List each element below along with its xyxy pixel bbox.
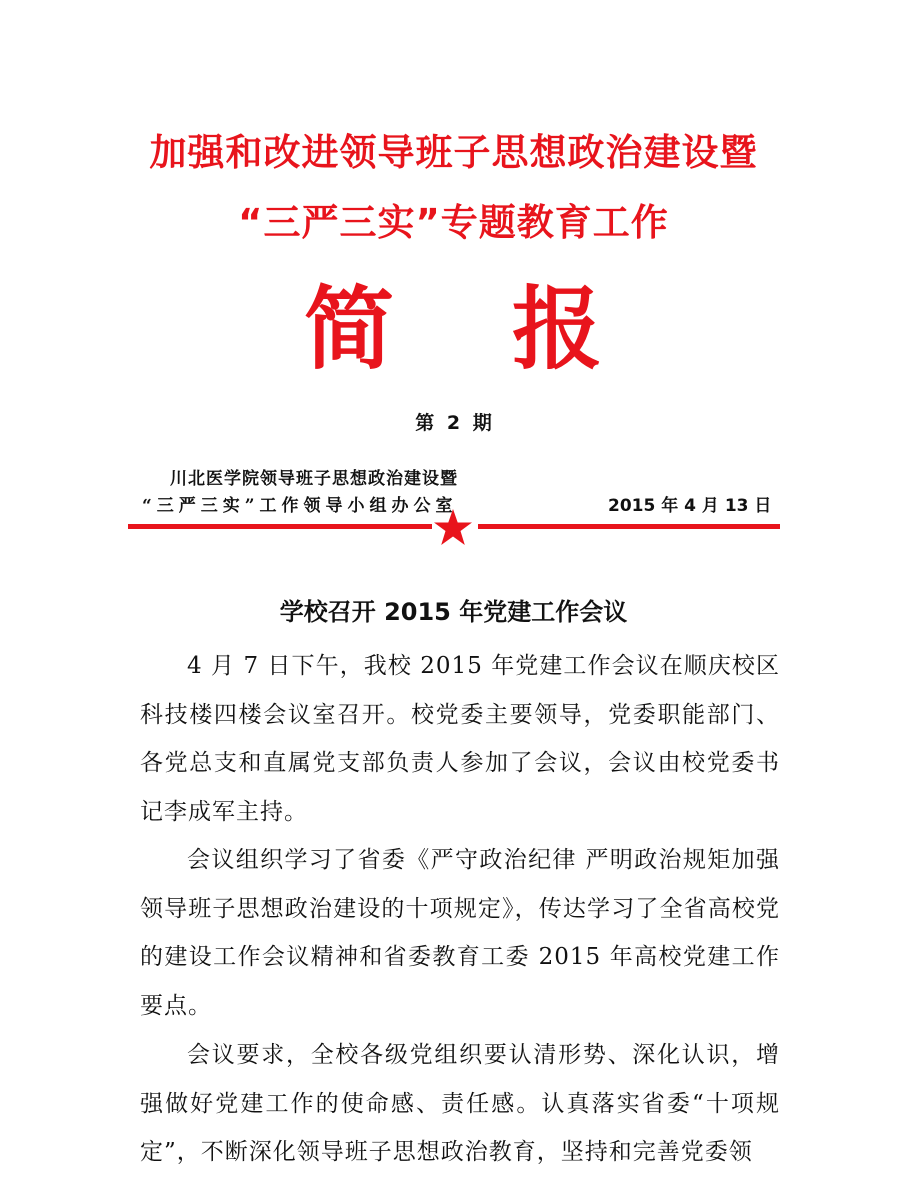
issue-date: 2015 年 4 月 13 日 [608,496,772,516]
issue-number: 第 2 期 [415,412,492,434]
brief-heading-char-1: 简 [304,276,394,382]
article-paragraph: 会议组织学习了省委《严守政治纪律 严明政治规矩加强领导班子思想政治建设的十项规定》，传达学习了全省高校党的建设工作会议精神和省委教育工委 2015 年高校党建工作要点。 [140,847,780,1019]
article-paragraph: 会议要求，全校各级党组织要认清形势、深化认识，增强做好党建工作的使命感、责任感。认真落实省委“十项规定”，不断深化领导班子思想政治教育，坚持和完善党委领 [140,1042,780,1166]
article-title: 学校召开 2015 年党建工作会议 [279,598,628,626]
issuing-office-line-1: 川北医学院领导班子思想政治建设暨 [170,469,458,489]
red-divider-left [128,524,432,529]
bulletin-title-line-2: “三严三实”专题教育工作 [238,201,669,244]
issuing-office-line-2: “三严三实”工作领导小组办公室 [142,496,458,516]
brief-heading-char-2: 报 [512,276,602,382]
red-star-icon [433,508,473,546]
red-divider-right [478,524,780,529]
bulletin-title-line-1: 加强和改进领导班子思想政治建设暨 [149,131,758,174]
article-paragraph: 4 月 7 日下午，我校 2015 年党建工作会议在顺庆校区科技楼四楼会议室召开。校党委主要领导，党委职能部门、各党总支和直属党支部负责人参加了会议，会议由校党委书记李成军主持。 [140,653,780,825]
